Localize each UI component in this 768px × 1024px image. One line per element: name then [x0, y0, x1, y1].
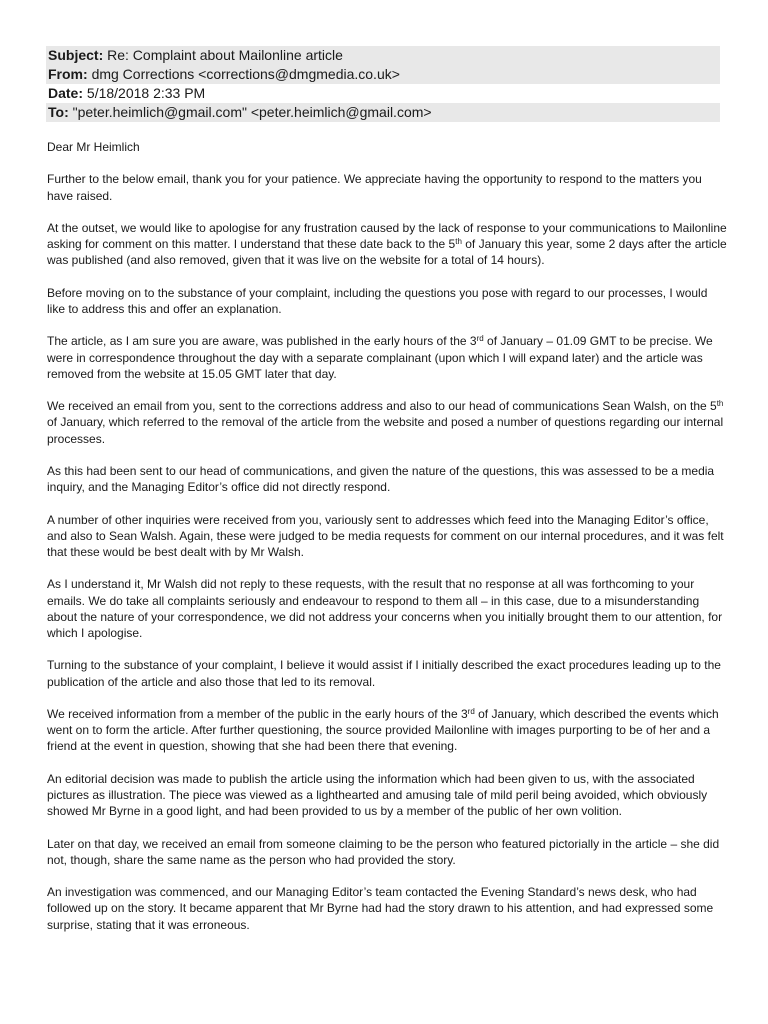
date-value: 5/18/2018 2:33 PM — [86, 85, 206, 101]
paragraph-8: As I understand it, Mr Walsh did not reply to these requests, with the result that no response at all was forthcoming to your emails. We do take all complaints seriously and endeavour to respond to them all – in this case, due to a misunderstanding about the nature of your correspondence, we did not address your concerns when you initially brought them to our attention, for which I apologise. — [47, 577, 723, 640]
date-label: Date: — [48, 85, 84, 101]
paragraph-4 — [47, 333, 727, 382]
paragraph-7: A number of other inquiries were received from you, variously sent to addresses which feed into the Managing Editor’s office, and also to Sean Walsh. Again, these were judged to be media requests for comment on our internal procedures, and it was felt that these would be best dealt with by Mr Walsh. — [47, 512, 724, 559]
paragraph-5 — [47, 398, 727, 447]
subject-row — [46, 46, 720, 65]
paragraph-4-text-b: of January – 01.09 GMT to be precise. We were in correspondence throughout the day with a separate complainant (upon which I will expand later) and the article was removed from the website at 15.05 GMT later that day. — [47, 334, 713, 381]
from-label: From: — [48, 66, 88, 82]
paragraph-5-text-b: of January, which referred to the removal of the article from the website and posed a number of questions regarding our internal processes. — [47, 415, 724, 446]
ordinal-suffix: rd — [476, 334, 484, 344]
paragraph-2 — [47, 220, 727, 269]
paragraph-11: An editorial decision was made to publish the article using the information which had been given to us, with the associated pictures as illustration. The piece was viewed as a lighthearted and amusing tale of mild peril being avoided, which obviously showed Mr Byrne in a good light, and had been provided to us by a member of the public of her own volition. — [47, 771, 708, 819]
ordinal-suffix: th — [716, 399, 724, 409]
paragraph-10-text-b: of January, which described the events which went on to form the article. After further questioning, the source provided Mailonline with images purporting to be of her and a friend at the event in question, showing that she had been there that evening. — [47, 706, 719, 754]
paragraph-4-text-a: The article, as I am sure you are aware, was published in the early hours of the 3 — [47, 334, 477, 349]
paragraph-2-text-b: of January this year, some 2 days after the article was published (and also removed, given that it was live on the website for a total of 14 hours). — [47, 237, 727, 268]
paragraph-12: Later on that day, we received an email from someone claiming to be the person who featured pictorially in the article – she did not, though, share the same name as the person who had provided the story. — [47, 836, 720, 867]
paragraph-10-text-a: We received information from a member of the public in the early hours of the 3 — [47, 706, 468, 721]
paragraph-13: An investigation was commenced, and our Managing Editor’s team contacted the Evening Standard’s news desk, who had followed up on the story. It became apparent that Mr Byrne had had the story drawn to his attention, and had expressed some surprise, stating that it was erroneous. — [47, 885, 714, 932]
paragraph-10 — [47, 706, 727, 755]
email-header — [46, 46, 720, 122]
paragraph-2-text-a: At the outset, we would like to apologise for any frustration caused by the lack of response to your communications to Mailonline asking for comment on this matter. I understand that these date back to the 5 — [47, 220, 727, 252]
from-value: dmg Corrections <corrections@dmgmedia.co.uk> — [91, 66, 400, 82]
from-row — [46, 65, 720, 84]
paragraph-9: Turning to the substance of your complaint, I believe it would assist if I initially described the exact procedures leading up to the publication of the article and also those that led to its removal. — [47, 658, 721, 689]
greeting: Dear Mr Heimlich — [47, 140, 140, 154]
paragraph-6: As this had been sent to our head of communications, and given the nature of the questions, this was assessed to be a media inquiry, and the Managing Editor’s office did not directly respond. — [47, 463, 715, 495]
paragraph-3: Before moving on to the substance of your complaint, including the questions you pose with regard to our processes, I would like to address this and offer an explanation. — [47, 285, 708, 316]
paragraph-5-text-a: We received an email from you, sent to the corrections address and also to our head of communications Sean Walsh, on the 5 — [47, 399, 717, 414]
subject-value: Re: Complaint about Mailonline article — [107, 47, 343, 63]
ordinal-suffix: rd — [467, 706, 475, 716]
email-body — [47, 139, 727, 949]
date-row — [46, 84, 720, 103]
to-label: To: — [48, 104, 69, 120]
to-row — [46, 103, 720, 122]
ordinal-suffix: th — [455, 237, 462, 247]
subject-label: Subject: — [48, 47, 104, 63]
to-value: "peter.heimlich@gmail.com" <peter.heimlich@gmail.com> — [72, 104, 432, 120]
paragraph-1: Further to the below email, thank you for your patience. We appreciate having the opportunity to respond to the matters you have raised. — [47, 172, 702, 203]
